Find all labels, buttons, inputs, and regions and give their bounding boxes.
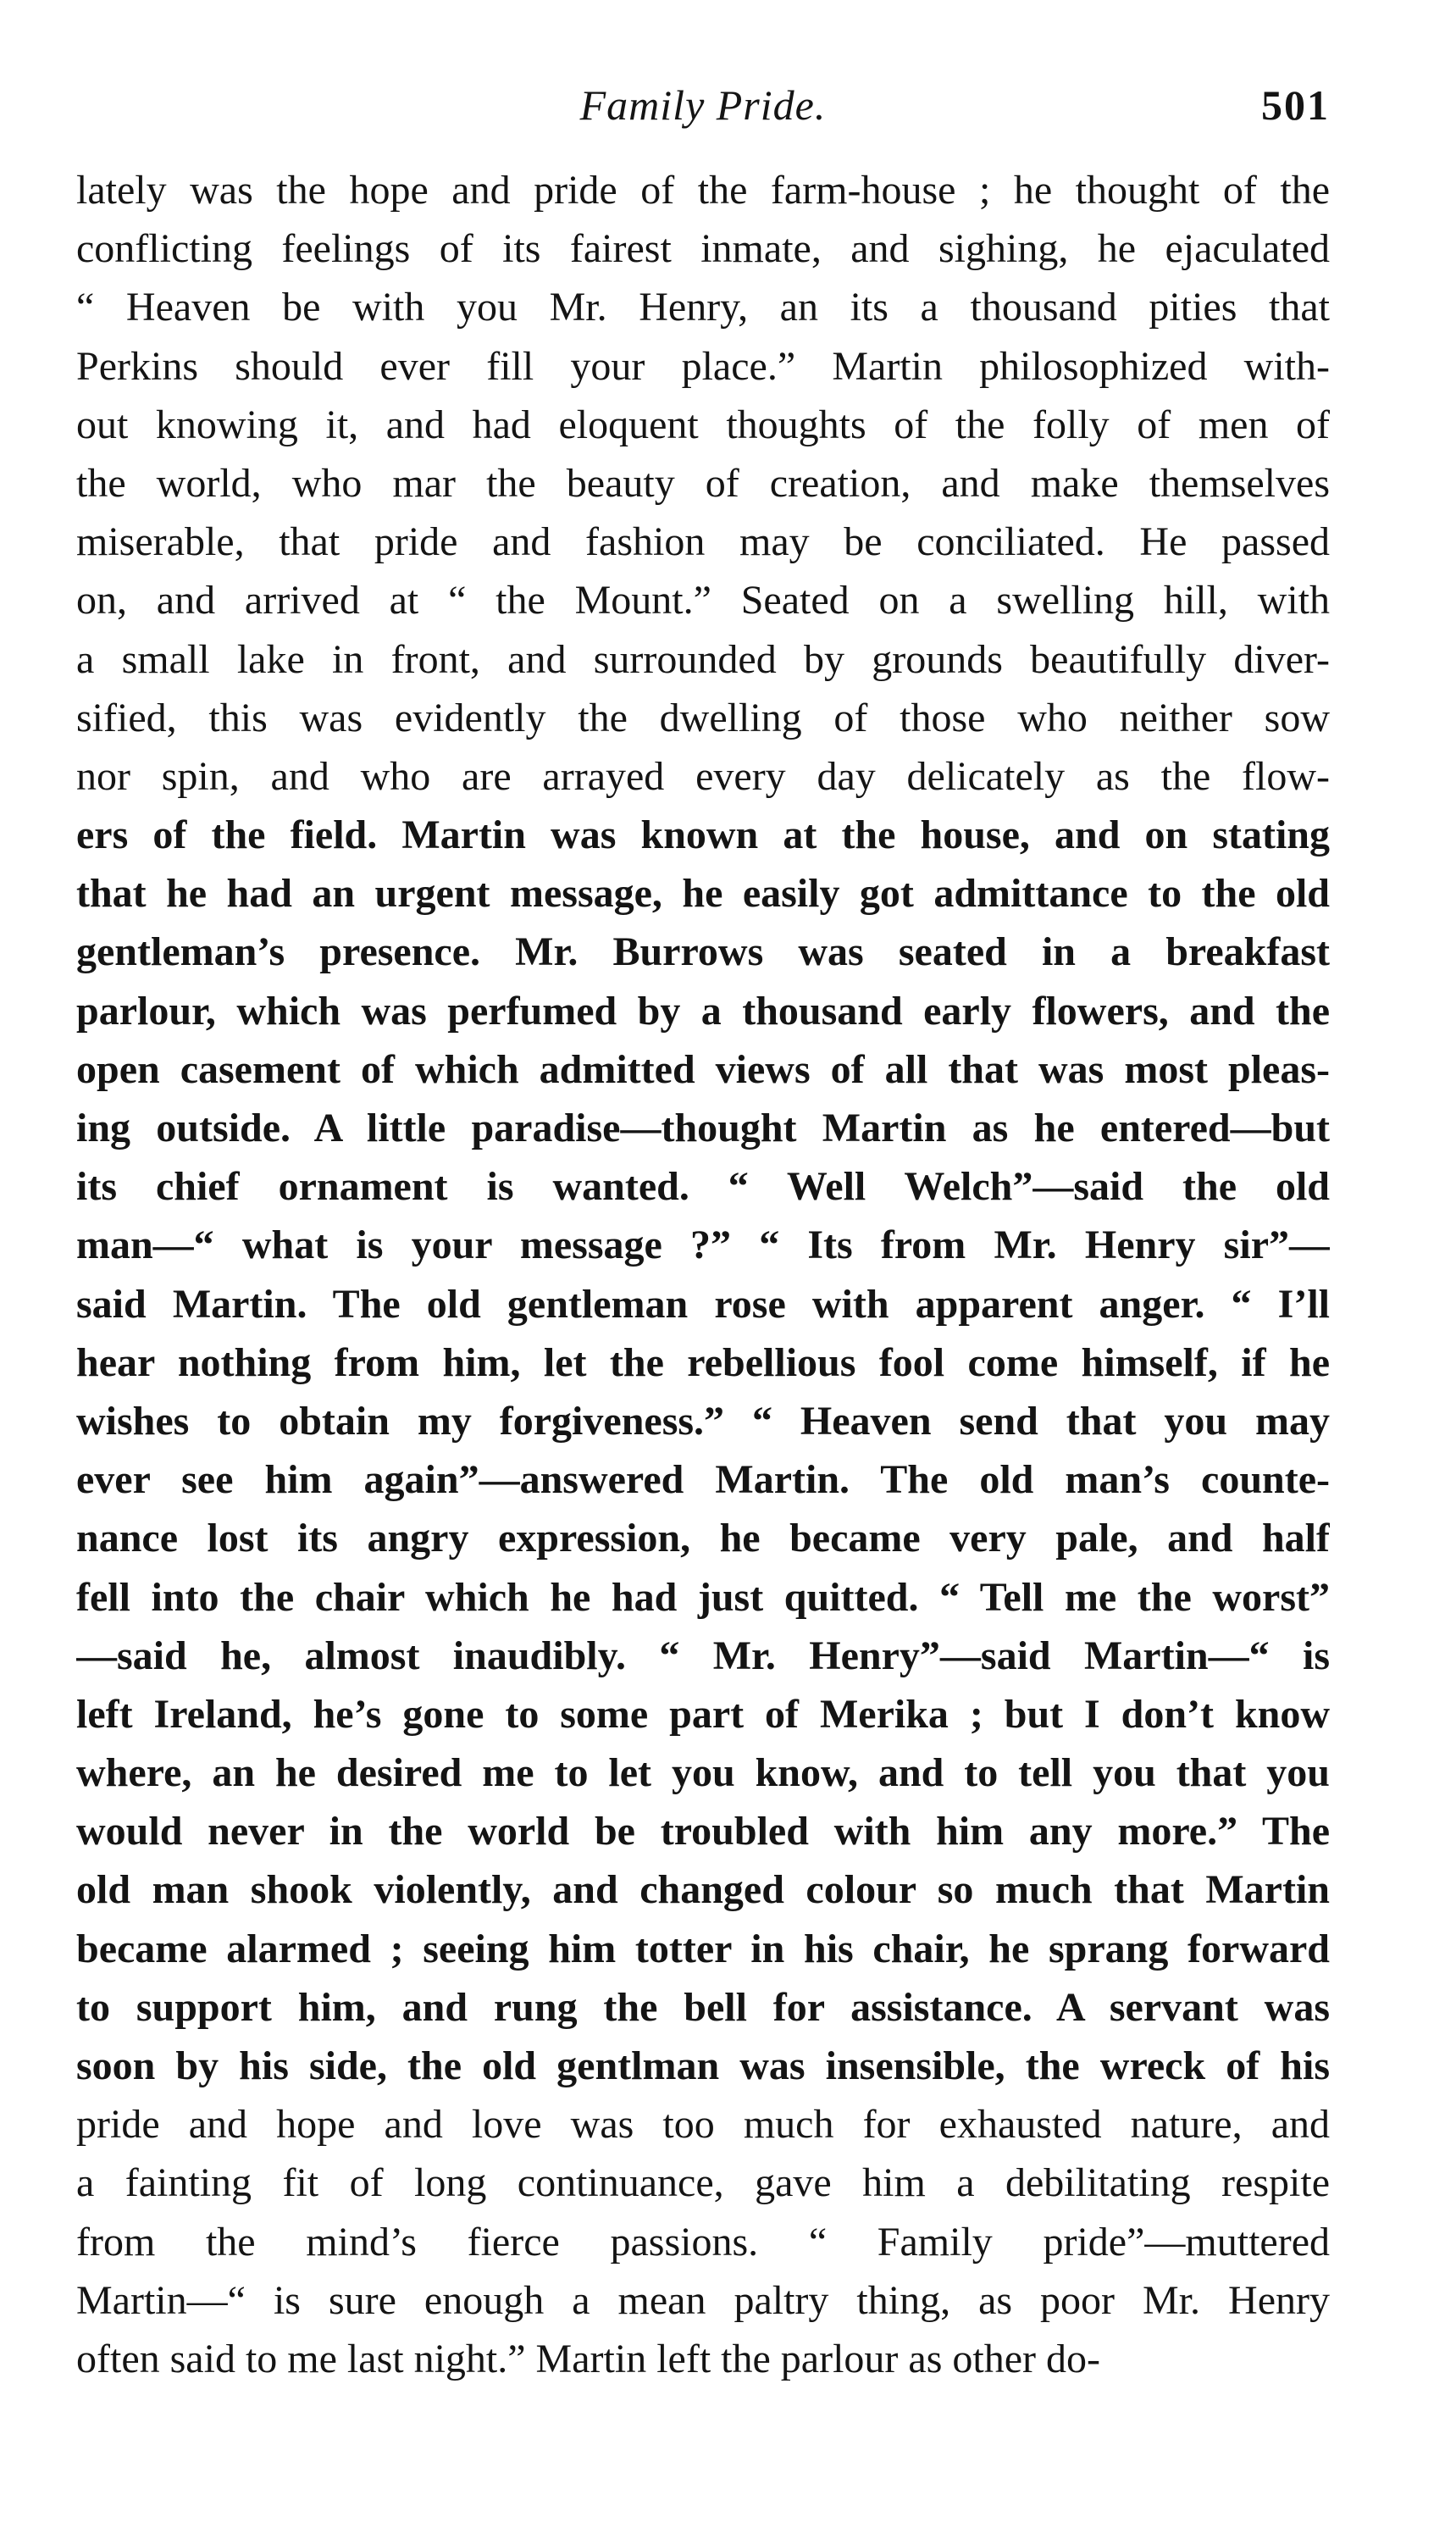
text-line: a fainting fit of long continuance, gave him a debilitating respite [76,2160,1330,2206]
text-line: gentleman’s presence. Mr. Burrows was seated in a breakfast [76,929,1330,975]
text-line: became alarmed ; seeing him totter in his chair, he sprang forward [76,1926,1330,1971]
text-line: nance lost its angry expression, he became very pale, and half [76,1516,1330,1561]
text-line: miserable, that pride and fashion may be conciliated. He passed [76,519,1330,565]
text-line: left Ireland, he’s gone to some part of Merika ; but I don’t know [76,1691,1330,1737]
text-line: out knowing it, and had eloquent thoughts of the folly of men of [76,402,1330,447]
text-line: ers of the field. Martin was known at the house, and on stating [76,812,1330,858]
text-line: nor spin, and who are arrayed every day delicately as the flow- [76,753,1330,799]
text-line: on, and arrived at “ the Mount.” Seated on a swelling hill, with [76,578,1330,624]
text-line: conflicting feelings of its fairest inmate, and sighing, he ejaculated [76,226,1330,272]
text-line: soon by his side, the old gentlman was insensible, the wreck of his [76,2043,1330,2088]
text-line: to support him, and rung the bell for assistance. A servant was [76,1984,1330,2030]
text-line: sified, this was evidently the dwelling of those who neither sow [76,695,1330,740]
text-line: said Martin. The old gentleman rose with apparent anger. “ I’ll [76,1281,1330,1327]
text-line: wishes to obtain my forgiveness.” “ Heaven send that you may [76,1398,1330,1444]
text-line: ing outside. A little paradise—thought Martin as he entered—but [76,1106,1330,1150]
running-title: Family Pride. [579,81,827,129]
body-text [76,161,1330,2388]
text-line: fell into the chair which he had just quitted. “ Tell me the worst” [76,1574,1330,1620]
page-number: 501 [1261,81,1330,129]
text-line: that he had an urgent message, he easily got admittance to the old [76,871,1330,917]
text-line: open casement of which admitted views of all that was most pleas- [76,1046,1330,1092]
text-line: “ Heaven be with you Mr. Henry, an its a thousand pities that [76,285,1330,330]
text-line: pride and hope and love was too much for exhausted nature, and [76,2102,1330,2148]
text-line: often said to me last night.” Martin left the parlour as other do- [76,2336,1100,2381]
running-head [76,80,1330,140]
text-line: lately was the hope and pride of the farm-house ; he thought of the [76,168,1330,213]
text-line: ever see him again”—answered Martin. The old man’s counte- [76,1457,1330,1503]
text-line: hear nothing from him, let the rebellious fool come himself, if he [76,1339,1330,1385]
text-line: man—“ what is your message ?” “ Its from Mr. Henry sir”— [76,1222,1330,1268]
text-line: where, an he desired me to let you know, and to tell you that you [76,1750,1330,1796]
text-line: the world, who mar the beauty of creation, and make themselves [76,460,1330,506]
text-line: would never in the world be troubled with him any more.” The [76,1809,1330,1854]
text-line: its chief ornament is wanted. “ Well Welch”—said the old [76,1164,1330,1210]
text-line: Martin—“ is sure enough a mean paltry thing, as poor Mr. Henry [76,2277,1330,2323]
text-line: Perkins should ever fill your place.” Martin philosophized with- [76,343,1330,389]
text-line: —said he, almost inaudibly. “ Mr. Henry”—said Martin—“ is [76,1633,1330,1678]
text-line: a small lake in front, and surrounded by grounds beautifully diver- [76,636,1330,682]
text-line: from the mind’s fierce passions. “ Family pride”—muttered [76,2219,1330,2265]
text-line: old man shook violently, and changed colour so much that Martin [76,1867,1330,1913]
text-line: parlour, which was perfumed by a thousand early flowers, and the [76,988,1330,1034]
